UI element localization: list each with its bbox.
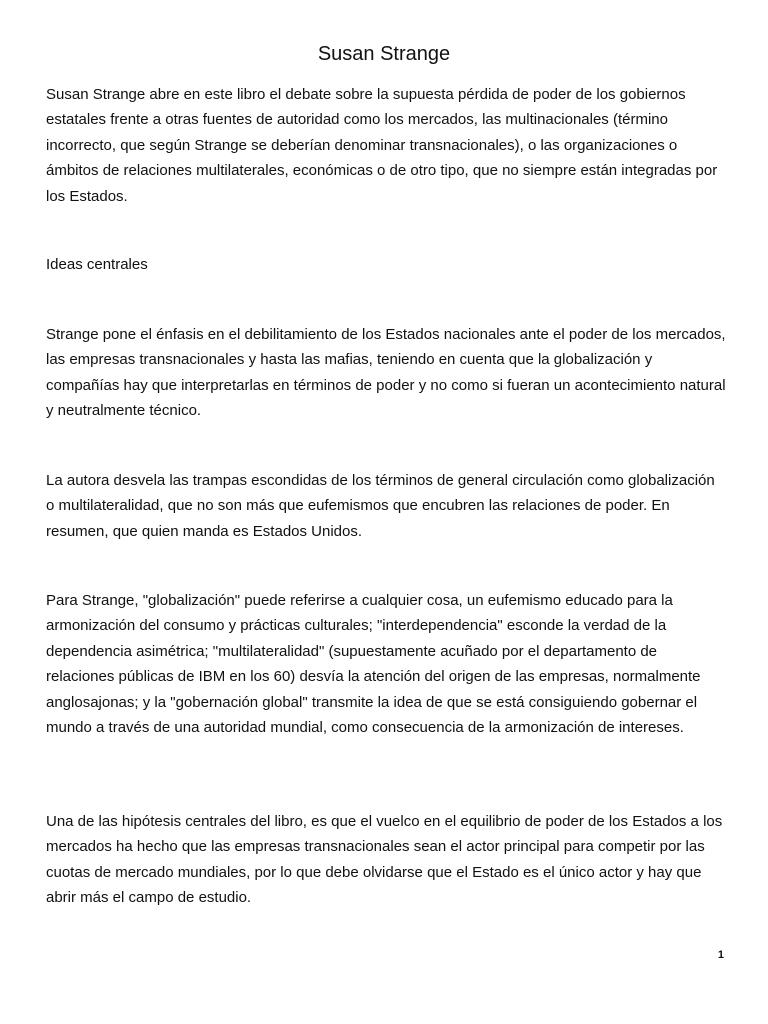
paragraph-hipotesis: Una de las hipótesis centrales del libro, es que el vuelco en el equilibrio de poder de los Estados a los mercados ha hecho que las empresas transnacionales sean el actor principal para competir por las cuotas de mercado mundiales, por lo que debe olvidarse que el Estado es el único actor y hay que abrir más el campo de estudio. [46,813,723,907]
paragraph-enfasis: Strange pone el énfasis en el debilitamiento de los Estados nacionales ante el poder de los mercados, las empresas transnacionales y hasta las mafias, teniendo en cuenta que la globalización y compañías hay que interpretarlas en términos de poder y no como si fueran un acontecimiento natural y neutralmente técnico. [46,326,726,420]
document-title: Susan Strange [317,43,451,65]
paragraph-trampas: La autora desvela las trampas escondidas de los términos de general circulación como globalización o multilateralidad, que no son más que eufemismos que encubren las relaciones de poder. En resumen, que quien manda es Estados Unidos. [46,472,715,540]
paragraph-globalizacion: Para Strange, "globalización" puede referirse a cualquier cosa, un eufemismo educado para la armonización del consumo y prácticas culturales; "interdependencia" esconde la verdad de la dependencia asimétrica; "multilateralidad" (supuestamente acuñado por el departamento de relaciones públicas de IBM en los 60) desvía la atención del origen de las empresas, normalmente anglosajonas; y la "gobernación global" transmite la idea de que se está consiguiendo gobernar el mundo a través de una autoridad mundial, como consecuencia de la armonización de intereses. [46,592,701,737]
paragraph-intro: Susan Strange abre en este libro el debate sobre la supuesta pérdida de poder de los gobiernos estatales frente a otras fuentes de autoridad como los mercados, las multinacionales (término incorrecto, que según Strange se deberían denominar transnacionales), o las organizaciones o ámbitos de relaciones multilaterales, económicas o de otro tipo, que no siempre están integradas por los Estados. [46,86,718,205]
section-heading-ideas-centrales: Ideas centrales [46,256,148,273]
page-number: 1 [717,949,724,961]
